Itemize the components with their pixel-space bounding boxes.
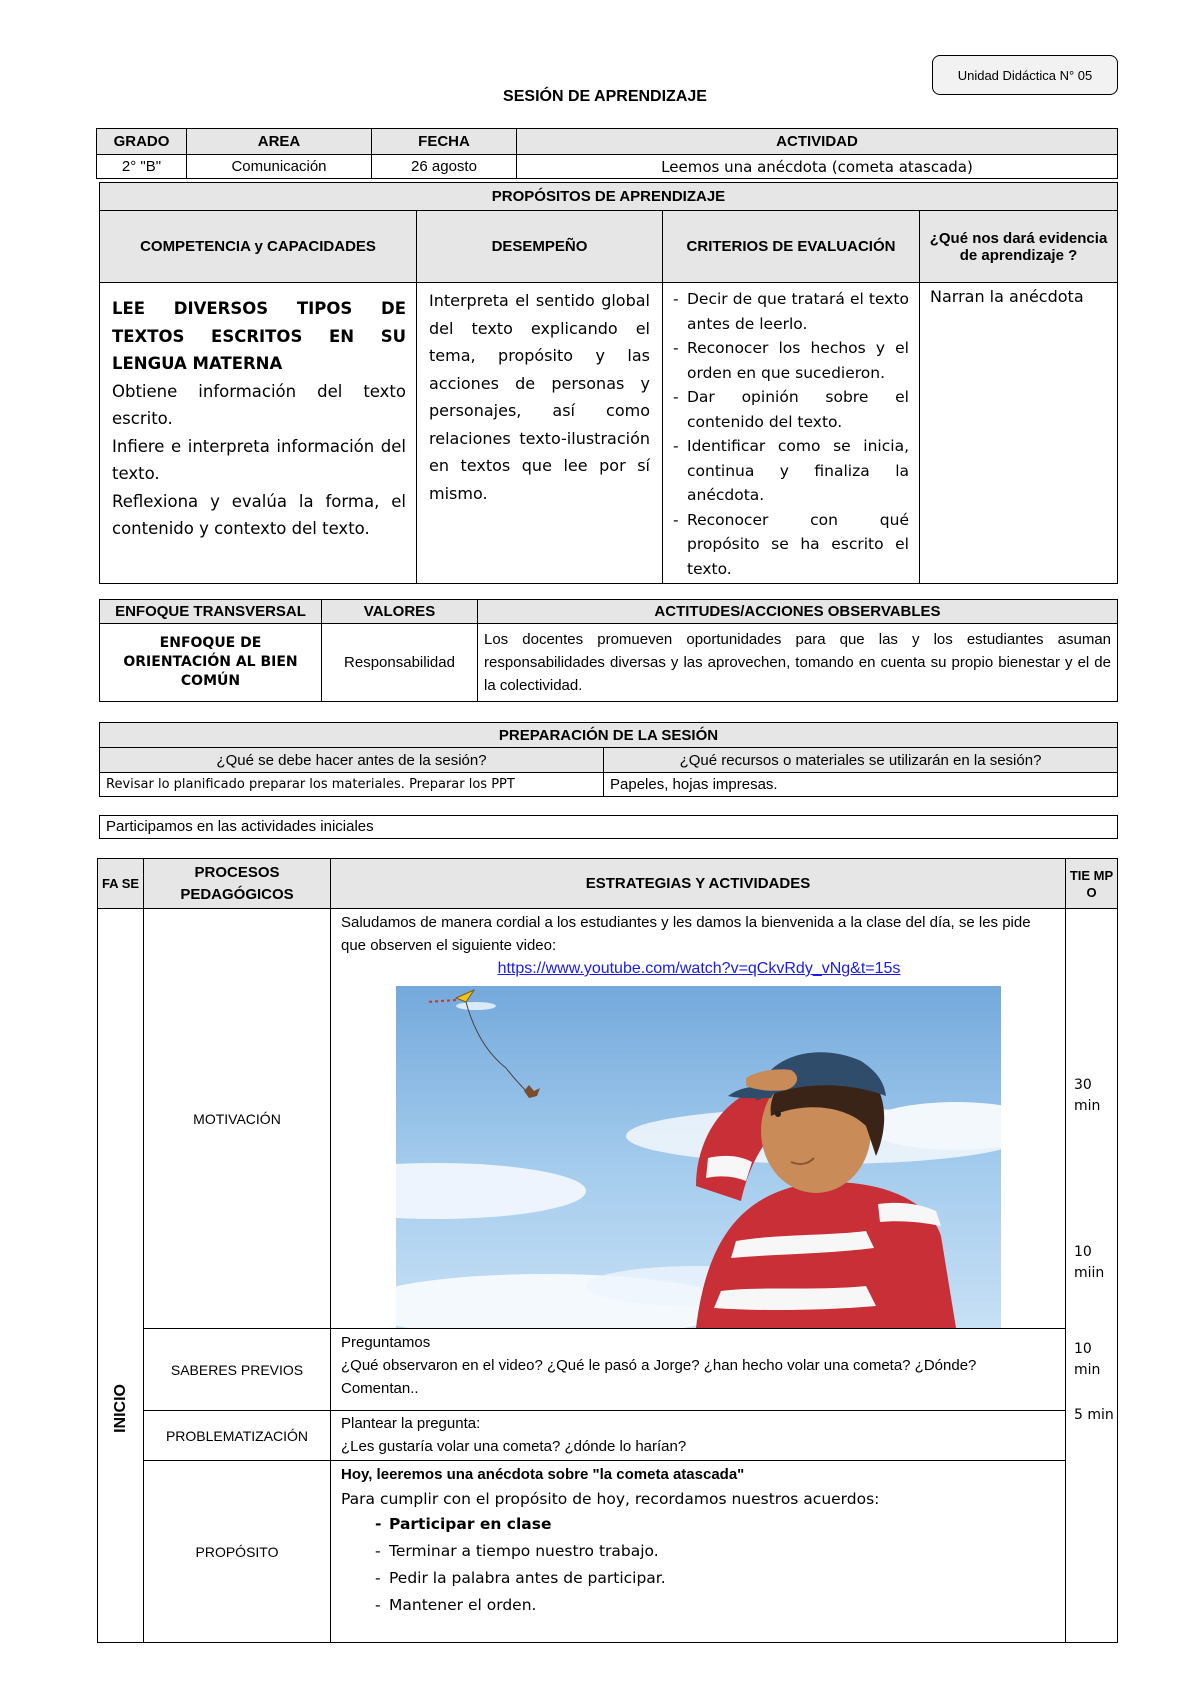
prior-knowledge-line-2: ¿Qué observaron en el video? ¿Qué le pasó a Jorge? ¿han hecho volar una cometa? ¿Dónde? Comentan.. [341, 1357, 977, 1397]
info-table [96, 128, 1118, 179]
criterion-2: - Reconocer los hechos y el orden en que sucedieron. [673, 336, 909, 385]
boy-kite-illustration [396, 986, 1001, 1328]
preparation-a1: Revisar lo planificado preparar los materiales. Preparar los PPT [100, 773, 604, 797]
agreement-2: - Terminar a tiempo nuestro trabajo. [375, 1538, 1057, 1565]
criteria-list [673, 287, 909, 581]
agreement-3: - Pedir la palabra antes de participar. [375, 1565, 1057, 1592]
grado-value: 2° "B" [97, 155, 187, 179]
prior-knowledge-line-1: Preguntamos [341, 1334, 431, 1351]
criteria-cell [663, 283, 920, 584]
actividad-value: Leemos una anécdota (cometa atascada) [517, 155, 1118, 179]
header-fecha: FECHA [372, 129, 517, 155]
header-grado: GRADO [97, 129, 187, 155]
header-competencia: COMPETENCIA y CAPACIDADES [100, 211, 417, 283]
problematization-cell [331, 1411, 1066, 1461]
prior-knowledge-label: SABERES PREVIOS [144, 1329, 331, 1411]
motivation-label: MOTIVACIÓN [144, 909, 331, 1329]
time-cell [1066, 909, 1118, 1643]
header-estrategias: ESTRATEGIAS Y ACTIVIDADES [331, 859, 1066, 909]
fecha-value: 26 agosto [372, 155, 517, 179]
purpose-headline: Hoy, leeremos una anécdota sobre "la cometa atascada" [341, 1466, 745, 1483]
bird-icon [524, 1085, 540, 1098]
criterion-4: - Identificar como se inicia, continua y finaliza la anécdota. [673, 434, 909, 508]
capacity-2: Infiere e interpreta información del texto. [112, 436, 406, 483]
header-valores: VALORES [322, 600, 478, 624]
problematization-line-2: ¿Les gustaría volar una cometa? ¿dónde lo harían? [341, 1438, 687, 1455]
header-area: AREA [187, 129, 372, 155]
motivation-time: 30 min [1074, 1077, 1101, 1114]
evidence-text: Narran la anécdota [930, 287, 1084, 306]
preparation-table [99, 722, 1118, 797]
motivation-text: Saludamos de manera cordial a los estudiantes y les damos la bienvenida a la clase del día, se les pide que observen el siguiente video: [341, 914, 1031, 954]
header-enfoque: ENFOQUE TRANSVERSAL [100, 600, 322, 624]
criterion-3: - Dar opinión sobre el contenido del texto. [673, 385, 909, 434]
phase-name: INICIO [111, 1384, 129, 1433]
competence-cell [100, 283, 417, 584]
initial-note [99, 815, 1118, 839]
approach-value: Responsabilidad [322, 624, 478, 702]
criterion-5: - Reconocer con qué propósito se ha escrito el texto. [673, 508, 909, 582]
prior-knowledge-time: 10 miin [1074, 1244, 1105, 1281]
problematization-time: 10 min [1074, 1341, 1101, 1378]
area-value: Comunicación [187, 155, 372, 179]
purpose-cell [331, 1461, 1066, 1643]
evidence-cell [920, 283, 1118, 584]
video-link[interactable]: https://www.youtube.com/watch?v=qCkvRdy_vNg&t=15s [497, 960, 901, 977]
header-criterios: CRITERIOS DE EVALUACIÓN [663, 211, 920, 283]
agreement-4: - Mantener el orden. [375, 1592, 1057, 1619]
header-evidencia: ¿Qué nos dará evidencia de aprendizaje ? [920, 211, 1118, 283]
header-procesos: PROCESOS PEDAGÓGICOS [144, 859, 331, 909]
prior-knowledge-cell [331, 1329, 1066, 1411]
boy-icon [696, 1052, 956, 1328]
motivation-cell [331, 909, 1066, 1329]
process-table [97, 858, 1118, 1643]
purpose-intro: Para cumplir con el propósito de hoy, recordamos nuestros acuerdos: [341, 1490, 880, 1508]
problematization-label: PROBLEMATIZACIÓN [144, 1411, 331, 1461]
agreement-1: - Participar en clase [375, 1511, 1057, 1538]
approach-actions: Los docentes promueven oportunidades para que las y los estudiantes asuman responsabilidades diversas y las aprovechen, tomando en cuenta su propio bienestar y el de la colectividad. [478, 624, 1118, 702]
purpose-label: PROPÓSITO [144, 1461, 331, 1643]
header-fase: FA SE [98, 859, 144, 909]
header-actitudes: ACTITUDES/ACCIONES OBSERVABLES [478, 600, 1118, 624]
preparation-q1: ¿Qué se debe hacer antes de la sesión? [100, 748, 604, 773]
criterion-1: - Decir de que tratará el texto antes de leerlo. [673, 287, 909, 336]
purposes-table [99, 182, 1118, 584]
preparation-title: PREPARACIÓN DE LA SESIÓN [100, 723, 1118, 748]
preparation-a2: Papeles, hojas impresas. [604, 773, 1118, 797]
approach-table [99, 599, 1118, 702]
page-title: SESIÓN DE APRENDIZAJE [503, 88, 707, 105]
capacity-1: Obtiene información del texto escrito. [112, 381, 406, 428]
approach-name: ENFOQUE DE ORIENTACIÓN AL BIEN COMÚN [100, 624, 322, 702]
competence-title: LEE DIVERSOS TIPOS DE TEXTOS ESCRITOS EN SU LENGUA MATERNA [112, 299, 406, 373]
capacity-3: Reflexiona y evalúa la forma, el contenido y contexto del texto. [112, 491, 406, 538]
header-desempeno: DESEMPEÑO [417, 211, 663, 283]
initial-note-text: Participamos en las actividades iniciales [106, 818, 374, 835]
video-thumbnail[interactable] [396, 986, 1001, 1328]
preparation-q2: ¿Qué recursos o materiales se utilizarán en la sesión? [604, 748, 1118, 773]
header-actividad: ACTIVIDAD [517, 129, 1118, 155]
purpose-time: 5 min [1074, 1407, 1114, 1423]
purposes-title: PROPÓSITOS DE APRENDIZAJE [100, 183, 1118, 211]
unit-badge-text: Unidad Didáctica N° 05 [957, 67, 1093, 83]
problematization-line-1: Plantear la pregunta: [341, 1415, 481, 1432]
performance-text: Interpreta el sentido global del texto explicando el tema, propósito y las acciones de personas y personajes, así como relaciones texto-ilustración en textos que lee por sí mismo. [429, 291, 650, 503]
performance-cell [417, 283, 663, 584]
phase-cell [98, 909, 144, 1643]
header-tiempo: TIE MP O [1066, 859, 1118, 909]
agreements-list [375, 1511, 1057, 1619]
